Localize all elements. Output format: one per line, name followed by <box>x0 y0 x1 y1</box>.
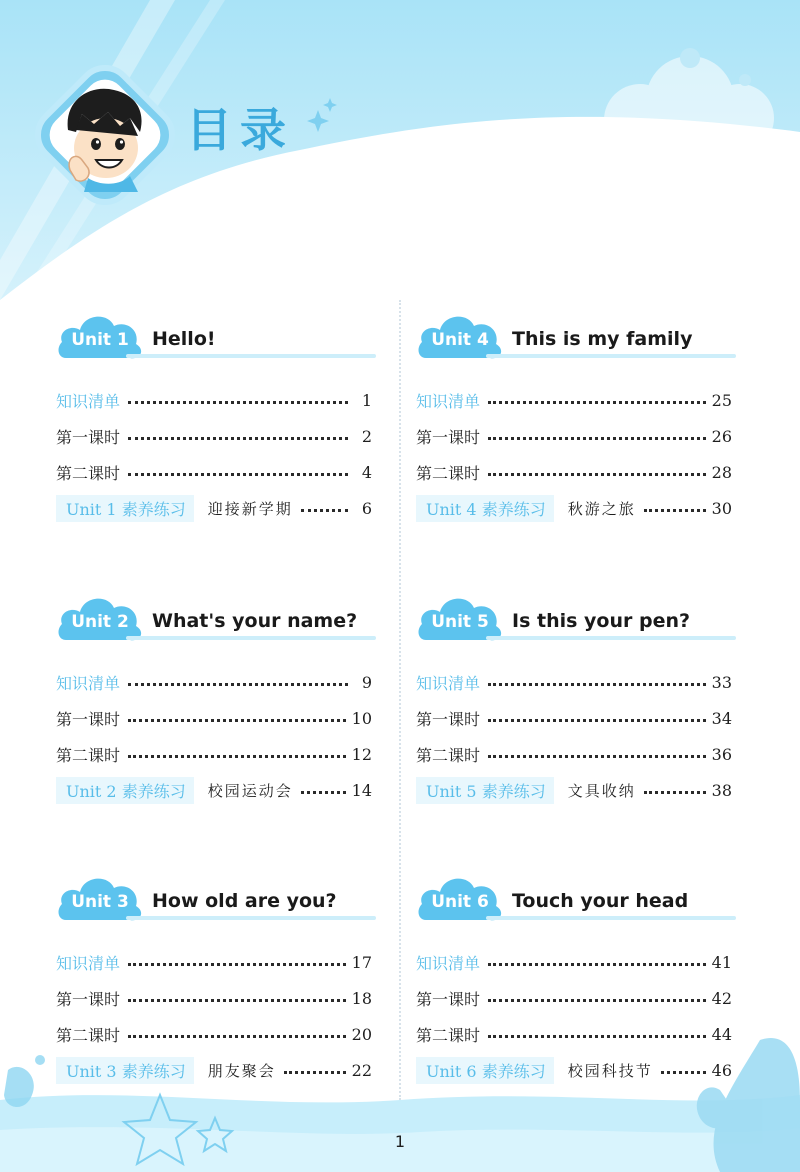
toc-entry[interactable] <box>56 664 372 700</box>
toc-entry-page: 14 <box>351 780 372 800</box>
toc-entry-page: 33 <box>711 672 732 692</box>
toc-entry-page: 46 <box>711 1060 732 1080</box>
toc-entry-page: 38 <box>711 780 732 800</box>
practice-tag: Unit 5 素养练习 <box>416 777 554 804</box>
dot-leader <box>644 791 706 794</box>
unit-label: Unit 3 <box>71 892 129 912</box>
unit-title: Is this your pen? <box>512 610 691 632</box>
practice-topic: 朋友聚会 <box>207 1061 276 1080</box>
toc-entry-page: 4 <box>361 462 372 482</box>
unit-section-5 <box>416 584 732 801</box>
toc-entry-page: 18 <box>351 988 372 1008</box>
toc-entry[interactable] <box>56 980 372 1016</box>
toc-entry-page: 36 <box>711 744 732 764</box>
toc-entry-page: 41 <box>711 952 732 972</box>
unit-section-6 <box>416 864 732 1081</box>
dot-leader <box>128 683 348 686</box>
toc-entry[interactable] <box>56 700 372 736</box>
boy-avatar-badge <box>30 60 180 210</box>
practice-tag: Unit 2 素养练习 <box>56 777 194 804</box>
unit-label: Unit 2 <box>71 612 129 632</box>
dot-leader <box>661 1071 706 1074</box>
toc-entry-label: 第一课时 <box>416 709 481 729</box>
toc-entry-page: 20 <box>351 1024 372 1044</box>
toc-entry[interactable] <box>416 980 732 1016</box>
unit-title: Touch your head <box>512 890 689 912</box>
dot-leader <box>488 719 706 722</box>
toc-entry[interactable] <box>416 1016 732 1052</box>
toc-entry-label: 第二课时 <box>56 463 121 483</box>
toc-entry[interactable] <box>56 454 372 490</box>
dot-leader <box>488 683 706 686</box>
dot-leader <box>488 473 706 476</box>
unit-header <box>56 302 372 382</box>
toc-entry-page: 9 <box>361 672 372 692</box>
unit-section-4 <box>416 302 732 519</box>
unit-underline <box>486 916 736 920</box>
unit-label: Unit 1 <box>71 330 129 350</box>
dot-leader <box>128 963 346 966</box>
toc-entry-label: 第一课时 <box>56 709 121 729</box>
unit-title: This is my family <box>512 328 693 350</box>
practice-topic: 文具收纳 <box>567 781 636 800</box>
toc-entry-label: 知识清单 <box>56 673 121 693</box>
unit-header <box>416 864 732 944</box>
toc-entry-label: 知识清单 <box>416 391 481 411</box>
toc-entry-label: 第一课时 <box>56 427 121 447</box>
unit-header <box>416 584 732 664</box>
toc-entry[interactable] <box>56 1016 372 1052</box>
unit-label: Unit 6 <box>431 892 489 912</box>
unit-title: Hello! <box>152 328 216 350</box>
practice-entry[interactable] <box>416 490 732 526</box>
toc-entry-page: 42 <box>711 988 732 1008</box>
toc-entry-label: 第二课时 <box>56 745 121 765</box>
page-number: 1 <box>394 1132 406 1151</box>
toc-entry-label: 第一课时 <box>416 427 481 447</box>
page-title: 目录 <box>186 103 294 157</box>
practice-topic: 校园运动会 <box>207 781 293 800</box>
practice-entry[interactable] <box>56 772 372 808</box>
unit-underline <box>126 916 376 920</box>
dot-leader <box>284 1071 346 1074</box>
toc-entry[interactable] <box>56 418 372 454</box>
unit-header <box>416 302 732 382</box>
toc-entry[interactable] <box>416 944 732 980</box>
toc-entry-label: 第一课时 <box>416 989 481 1009</box>
toc-entry-page: 12 <box>351 744 372 764</box>
toc-entry-page: 6 <box>361 498 372 518</box>
toc-entry-label: 第二课时 <box>56 1025 121 1045</box>
unit-section-1 <box>56 302 372 519</box>
unit-underline <box>126 354 376 358</box>
dot-leader <box>128 1035 346 1038</box>
dot-leader <box>488 1035 706 1038</box>
toc-entry[interactable] <box>416 418 732 454</box>
toc-entry-page: 17 <box>351 952 372 972</box>
toc-entry[interactable] <box>56 944 372 980</box>
unit-header <box>56 584 372 664</box>
practice-entry[interactable] <box>56 1052 372 1088</box>
toc-entry[interactable] <box>416 664 732 700</box>
unit-section-2 <box>56 584 372 801</box>
toc-entry-label: 知识清单 <box>416 953 481 973</box>
dot-leader <box>128 401 348 404</box>
unit-underline <box>486 636 736 640</box>
dot-leader <box>644 509 706 512</box>
toc-entry-page: 28 <box>711 462 732 482</box>
toc-entry[interactable] <box>416 382 732 418</box>
toc-entry-label: 第二课时 <box>416 745 481 765</box>
dot-leader <box>488 963 706 966</box>
dot-leader <box>128 999 346 1002</box>
practice-tag: Unit 1 素养练习 <box>56 495 194 522</box>
unit-title: How old are you? <box>152 890 337 912</box>
toc-entry-label: 知识清单 <box>56 391 121 411</box>
column-divider <box>399 300 401 1100</box>
unit-underline <box>126 636 376 640</box>
practice-entry[interactable] <box>56 490 372 526</box>
toc-entry-page: 44 <box>711 1024 732 1044</box>
toc-entry-page: 2 <box>361 426 372 446</box>
toc-entry-page: 22 <box>351 1060 372 1080</box>
dot-leader <box>301 791 346 794</box>
toc-entry-page: 30 <box>711 498 732 518</box>
toc-entry-label: 知识清单 <box>56 953 121 973</box>
practice-topic: 校园科技节 <box>567 1061 653 1080</box>
practice-topic: 秋游之旅 <box>567 499 636 518</box>
toc-entry[interactable] <box>56 736 372 772</box>
toc-entry-label: 知识清单 <box>416 673 481 693</box>
practice-tag: Unit 3 素养练习 <box>56 1057 194 1084</box>
toc-entry[interactable] <box>416 454 732 490</box>
dot-leader <box>128 473 348 476</box>
toc-entry-label: 第二课时 <box>416 1025 481 1045</box>
unit-underline <box>486 354 736 358</box>
toc-entry-label: 第二课时 <box>416 463 481 483</box>
unit-header <box>56 864 372 944</box>
toc-entry-page: 10 <box>351 708 372 728</box>
toc-entry-page: 26 <box>711 426 732 446</box>
unit-title: What's your name? <box>152 610 358 632</box>
dot-leader <box>128 437 348 440</box>
dot-leader <box>301 509 348 512</box>
practice-entry[interactable] <box>416 772 732 808</box>
practice-topic: 迎接新学期 <box>207 499 293 518</box>
dot-leader <box>488 755 706 758</box>
practice-entry[interactable] <box>416 1052 732 1088</box>
toc-entry[interactable] <box>56 382 372 418</box>
unit-label: Unit 5 <box>431 612 489 632</box>
dot-leader <box>128 719 346 722</box>
toc-entry[interactable] <box>416 736 732 772</box>
practice-tag: Unit 4 素养练习 <box>416 495 554 522</box>
toc-entry-label: 第一课时 <box>56 989 121 1009</box>
dot-leader <box>488 999 706 1002</box>
unit-section-3 <box>56 864 372 1081</box>
toc-entry-page: 25 <box>711 390 732 410</box>
dot-leader <box>128 755 346 758</box>
unit-label: Unit 4 <box>431 330 489 350</box>
toc-entry-page: 34 <box>711 708 732 728</box>
toc-entry-page: 1 <box>361 390 372 410</box>
dot-leader <box>488 401 706 404</box>
dot-leader <box>488 437 706 440</box>
practice-tag: Unit 6 素养练习 <box>416 1057 554 1084</box>
toc-entry[interactable] <box>416 700 732 736</box>
